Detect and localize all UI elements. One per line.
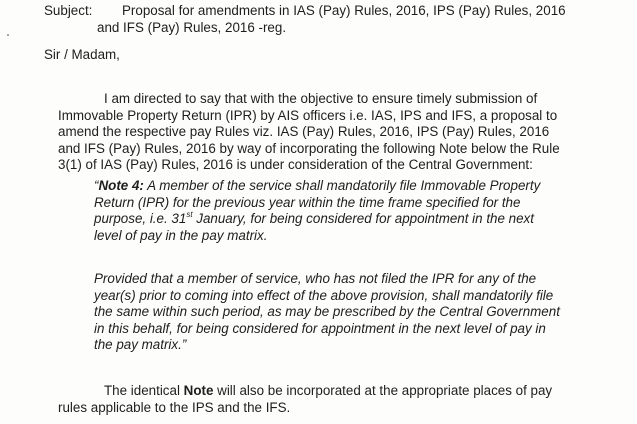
closing-paragraph xyxy=(58,383,628,416)
proviso-line-1: Provided that a member of service, who has not filed the IPR for any of the xyxy=(94,271,537,286)
note-4-quote xyxy=(94,178,634,244)
subject-text-line-2: and IFS (Pay) Rules, 2016 -reg. xyxy=(97,20,287,35)
closing-before: The identical xyxy=(104,383,184,398)
ordinal-suffix: st xyxy=(186,210,193,220)
proviso-line-5: the pay matrix.” xyxy=(94,337,187,353)
note-line-1-text: A member of the service shall mandatorily file Immovable Property xyxy=(143,178,541,193)
intro-paragraph xyxy=(58,91,628,174)
proviso-line-2: year(s) prior to coming into effect of the above provision, shall mandatorily file xyxy=(94,287,554,303)
subject-text-line-1: Proposal for amendments in IAS (Pay) Rules, 2016, IPS (Pay) Rules, 2016 xyxy=(122,3,566,18)
proviso-line-3: the same within such period, as may be prescribed by the Central Government xyxy=(94,304,560,320)
intro-line-3: amend the respective pay Rules viz. IAS (Pay) Rules, 2016, IPS (Pay) Rules, 2016 xyxy=(58,124,550,140)
note-line-2: Return (IPR) for the previous year within the time frame specified for the xyxy=(94,194,521,210)
closing-line-2: rules applicable to the IPS and the IFS. xyxy=(58,399,291,415)
intro-line-1: I am directed to say that with the objective to ensure timely submission of xyxy=(104,91,538,106)
note-line-3 xyxy=(94,211,634,228)
note-heading: Note 4: xyxy=(98,178,144,193)
scan-speck xyxy=(7,34,9,36)
note-line-3-after: January, for being considered for appointment in the next xyxy=(192,211,534,227)
closing-line-1 xyxy=(58,383,628,400)
closing-note-word: Note xyxy=(183,383,214,398)
intro-line-5: 3(1) of IAS (Pay) Rules, 2016 is under consideration of the Central Government: xyxy=(58,157,533,173)
note-line-3-before: purpose, i.e. 31 xyxy=(94,211,187,227)
salutation: Sir / Madam, xyxy=(44,47,120,62)
subject-label: Subject: xyxy=(44,3,93,18)
closing-after: will also be incorporated at the appropriate places of pay xyxy=(213,383,553,398)
note-line-4: level of pay in the pay matrix. xyxy=(94,227,268,243)
note-line-1 xyxy=(94,178,634,195)
proviso-line-4: in this behalf, for being considered for appointment in the next level of pay in xyxy=(94,320,546,336)
proviso-quote xyxy=(94,271,634,354)
intro-line-2: Immovable Property Return (IPR) by AIS officers i.e. IAS, IPS and IFS, a proposal to xyxy=(58,107,558,123)
open-quote: “ xyxy=(94,178,99,193)
intro-line-4: and IFS (Pay) Rules, 2016 by way of incorporating the following Note below the Rule xyxy=(58,140,560,156)
